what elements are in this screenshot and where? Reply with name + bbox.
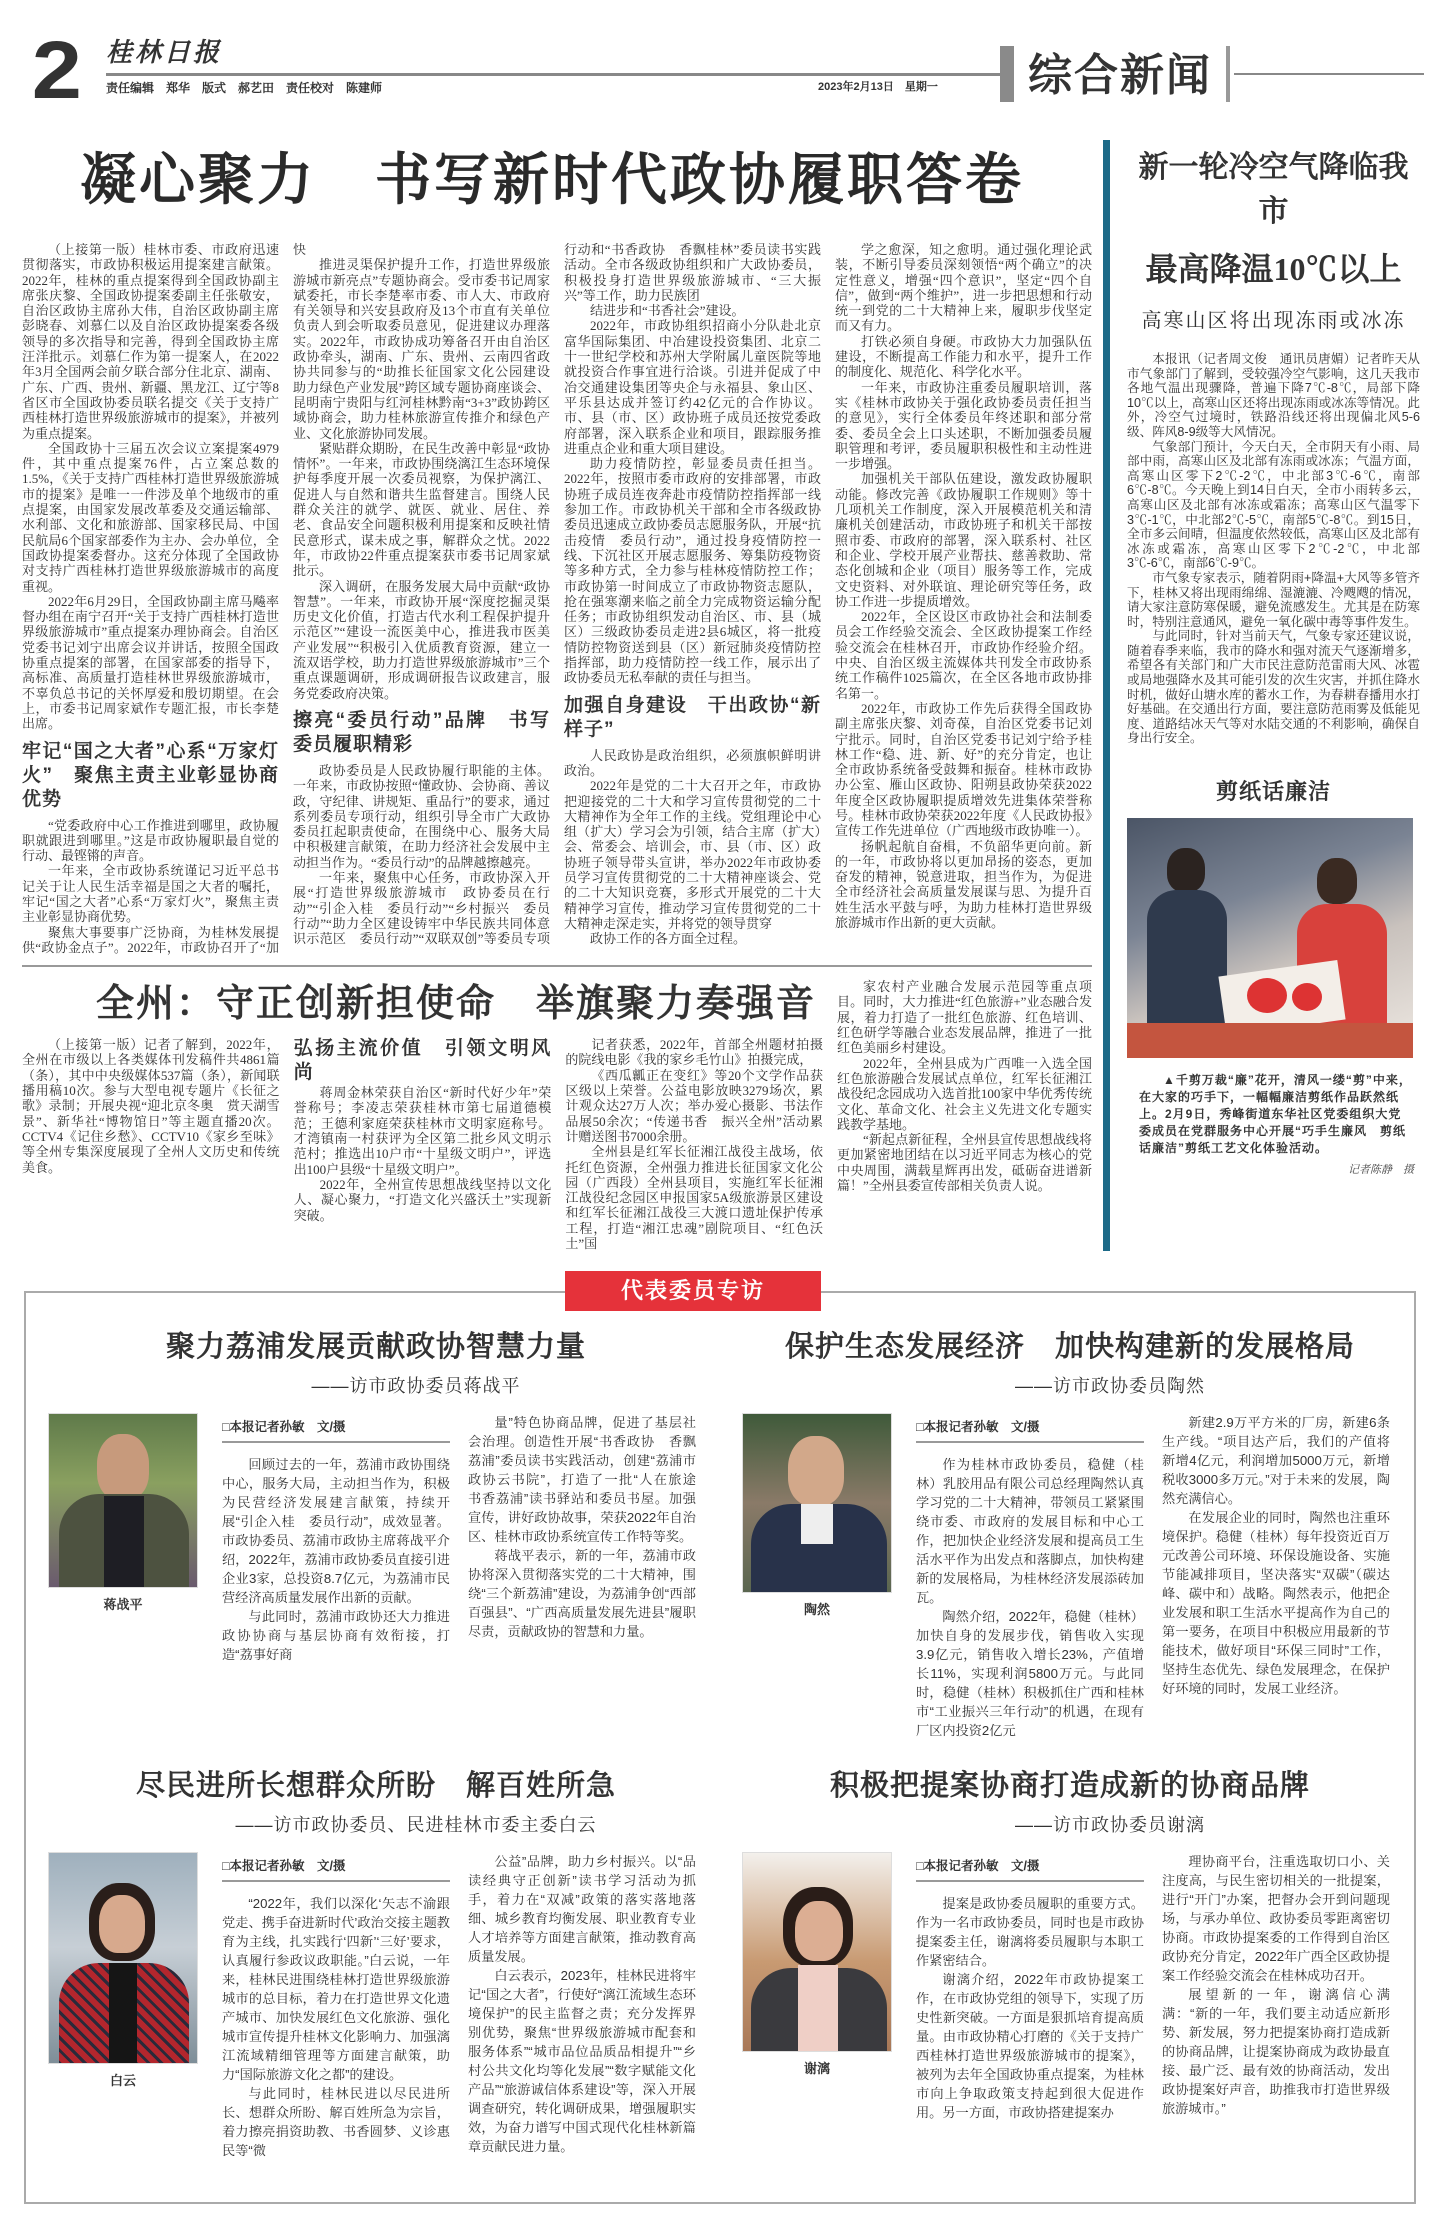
newspaper-logo: 桂林日报 bbox=[106, 38, 223, 67]
paragraph: 全国政协十三届五次会议立案提案4979件，其中重点提案76件，占立案总数的1.5%，《关于支持广西桂林打造世界级旅游城市的提案》是唯一一件涉及单个地级市的重点提案，由国家发展改革委及交通运输部、水利部、文化和旅游部、国家移民局、中国民航局6个国家部委作为主办、会办单位，全国政协提案委督办。这充分体现了全国政协对支持广西桂林打造世界级旅游城市的高度重视。 bbox=[22, 440, 279, 594]
paragraph: 2022年6月29日，全国政协副主席马飚率督办组在南宁召开“关于支持广西桂林打造世界级旅游城市”重点提案办理协商会。自治区党委书记刘宁出席会议并讲话，按照全国政协重点提案的部署，在国家部委的指导下，高标准、高质量打造桂林世界级旅游城市，不辜负总书记的关怀厚爱和殷切期望。在会上，市委书记周家斌作专题汇报，市长李楚出席。 bbox=[22, 593, 279, 732]
portrait-name: 白云 bbox=[109, 2073, 136, 2089]
paragraph: 量”特色协商品牌，促进了基层社会治理。创造性开展“书香政协 香飘荔浦”委员读书实践活动，创建“荔浦市政协云书院”，打造了一批“人在旅途 书香荔浦”读书驿站和委员书屋。加强宣传，讲好政协故事，荣获2022年自治区、桂林市政协系统宣传工作特等奖。 bbox=[468, 1415, 710, 1545]
paragraph: 《西瓜瓤正在变红》等20个文学作品获区级以上荣誉。公益电影放映3279场次，累计观众达27万人次；举办爱心摄影、书法作品展50余次；“传递书香 振兴全州”活动累计赠送图书7000余册。 bbox=[565, 1067, 823, 1144]
paragraph: 蒋周金林荣获自治区“新时代好少年”荣誉称号；李凌志荣获桂林市第七届道德模范；王德利家庭荣获桂林市文明家庭称号。才湾镇南一村获评为全区第二批乡风文明示范村；推选出10户市“十星级文明户”，评选出100户县级“十星级文明户”。 bbox=[293, 1085, 552, 1177]
paragraph: 2022年，市政协工作先后获得全国政协副主席张庆黎、刘奇葆，自治区党委书记刘宁批示。同时，自治区党委书记刘宁给予桂林工作“稳、进、新、好”的充分肯定，也让全市政协系统备受鼓舞和振奋。桂林市政协办公室、雁山区政协、阳朔县政协荣获2022年度全区政协履职提质增效先进集体荣誉称号。桂林市政协荣获2022年度《人民政协报》宣传工作先进单位（广西地级市政协唯一）。 bbox=[835, 700, 1092, 839]
interviews-section-label: 代表委员专访 bbox=[565, 1271, 821, 1311]
interview-4-headline: 积极把提案协商打造成新的协商品牌 bbox=[829, 1770, 1310, 1803]
paragraph: 蒋战平表示，新的一年，荔浦市政协将深入贯彻落实党的二十大精神，围绕“三个新荔浦”建设，为荔浦争创“西部百强县”、“广西高质量发展先进县”履职尽责，贡献政协的智慧和力量。 bbox=[468, 1548, 696, 1640]
paragraph: 本报讯（记者周文俊 通讯员唐媚）记者昨天从市气象部门了解到，受较强冷空气影响，这几天我市各地气温出现骤降，普遍下降7℃-8℃，局部下降10℃以上，高寒山区还将出现冻雨或冰冻等情况。此外，冷空气过境时，铁路沿线还将出现偏北风5-6级、阵风8-9级等大风情况。 bbox=[1127, 352, 1420, 439]
paragraph: 家农村产业融合发展示范园等重点项目。同时，大力推进“红色旅游+”业态融合发展，着力打造了一批红色旅游、红色培训、红色研学等融合业态发展品牌，推进了一批红色美丽乡村建设。 bbox=[837, 979, 1092, 1056]
paragraph: 2022年，市政协组织招商小分队赴北京富华国际集团、中冶建设投资集团、北京二十一世纪学校和苏州大学附属儿童医院等地就投资合作事宜进行洽谈。引进并促成了中冶交通建设集团等央企与永福县、象山区、平乐县达成并签订约42亿元的合作协议。市、县（市、区）政协班子成员还按党委政府部署，深入联系企业和项目，跟踪服务推进重点企业和重大项目建设。 bbox=[564, 318, 821, 456]
interview-2-column-b bbox=[1162, 1413, 1390, 1698]
paragraph: 气象部门预计，今天白天，全市阴天有小雨、局部中雨，高寒山区及北部有冻雨或冰冻；气温方面，高寒山区零下2℃-2℃，中北部3℃-6℃，南部6℃-8℃。今天晚上到14日白天，全市小雨转多云，高寒山区及北部有冰冻或霜冻；高寒山区气温零下3℃-1℃，中北部2℃-5℃，南部5℃-8℃。到15日，全市多云间晴，但温度依然较低，高寒山区及北部有冰冻或霜冻，高寒山区零下2℃-2℃，中北部3℃-6℃，南部6℃-9℃。 bbox=[1127, 439, 1420, 571]
portrait-photo-jiang-zhanping bbox=[48, 1413, 198, 1588]
paragraph: 加强机关干部队伍建设，激发政协履职动能。修改完善《政协履职工作规则》等十几项机关工作制度，深入开展模范机关和清廉机关创建活动，市政协班子和机关干部按照市委、市政府的部署，深入联系村、社区和企业、学校开展产业帮扶、慈善救助、常态化创城和企业（项目）服务等工作，完成文史资料、对外联谊、理论研究等任务，政协工作进一步提质增效。 bbox=[835, 471, 1092, 609]
paragraph: （上接第一版）记者了解到，2022年，全州在市级以上各类媒体刊发稿件共4861篇（条），其中中央级媒体537篇（条），新闻联播用稿10次。参与大型电视专题片《长征之歌》录制；开展央视“迎北京冬奥 赏天湖雪景”、新华社“博物馆日”等主题直播20次。CCTV4《记住乡愁》、CCTV10《家乡至味》等全州专集深度展现了全州人文历史和传统美食。 bbox=[22, 1037, 280, 1175]
subheadline: 擦亮“委员行动”品牌 书写委员履职精彩 bbox=[293, 709, 550, 755]
subheadline: 牢记“国之大者”心系“万家灯火” 聚焦主责主业彰显协商优势 bbox=[22, 740, 279, 810]
interview-1-column-b bbox=[468, 1413, 710, 1641]
paragraph: 打铁必须自身硬。市政协大力加强队伍建设，不断提高工作能力和水平，提升工作的制度化、规范化、科学化水平。 bbox=[835, 333, 1092, 380]
interview-1-byline: □本报记者孙敏 文/摄 bbox=[222, 1417, 450, 1443]
paragraph: 2022年，全州宣传思想战线坚持以文化人、凝心聚力，“打造文化兴盛沃土”实现新突破。 bbox=[293, 1176, 552, 1223]
main-news-column bbox=[22, 140, 1092, 1251]
paragraph: 陶然介绍，2022年，稳健（桂林）加快自身的发展步伐，销售收入实现3.9亿元，销售收入增长23%，产值增长11%，实现利润5800万元。与此同时，稳健（桂林）积极抓住广西和桂林市“工业振兴三年行动”的机遇，在现有厂区内投资2亿元 bbox=[916, 1609, 1144, 1739]
paragraph: 在发展企业的同时，陶然也注重环境保护。稳健（桂林）每年投资近百万元改善公司环境、环保设施设备、实施节能减排项目，坚决落实“双碳”（碳达峰、碳中和）战略。陶然表示，他把企业发展和职工生活水平提高作为自己的第一要务，在项目中积极应用最新的节能技术，做好项目“环保三同时”工作，坚持生态优先、绿色发展理念，在保护好环境的同时，发展工业经济。 bbox=[1162, 1510, 1390, 1697]
portrait-name: 谢漓 bbox=[803, 2061, 830, 2077]
masthead-divider bbox=[106, 73, 1001, 76]
section-line bbox=[1234, 73, 1424, 75]
portrait-name: 蒋战平 bbox=[103, 1597, 143, 1613]
weather-headline-line-2: 最高降温10℃以上 bbox=[1145, 251, 1402, 287]
section-title: 综合新闻 bbox=[1028, 51, 1212, 100]
paragraph: 记者获悉，2022年，首部全州题材拍摄的院线电影《我的家乡毛竹山》拍摄完成， bbox=[565, 1037, 823, 1068]
interview-3-column-a bbox=[222, 1894, 450, 2160]
paragraph: 政协工作的各方面全过程。 bbox=[590, 931, 747, 947]
paragraph: “党委政府中心工作推进到哪里，政协履职就跟进到哪里。”这是市政协履职最自觉的行动、最铿锵的声音。 bbox=[22, 817, 279, 864]
paragraph: 人民政协是政治组织，必须旗帜鲜明讲政治。 bbox=[564, 747, 821, 778]
paragraph: 白云表示，2023年，桂林民进将牢记“国之大者”，行使好“漓江流域生态环境保护”的民主监督之责；充分发挥界别优势，聚焦“世界级旅游城市配套和服务体系”“城市品位品质品相提升”“乡村公共文化均等化发展”“数字赋能文化产品”“旅游诚信体系建设”等，深入开展调查研究，转化调研成果，增强履职实效，为奋力谱写中国式现代化桂林新篇章贡献民进力量。 bbox=[468, 1968, 696, 2155]
interview-1-headline: 聚力荔浦发展贡献政协智慧力量 bbox=[165, 1331, 586, 1364]
issue-date: 2023年2月13日 星期一 bbox=[818, 81, 938, 93]
section-divider bbox=[22, 965, 1092, 967]
interview-3-headline: 尽民进所长想群众所盼 解百姓所急 bbox=[135, 1770, 616, 1803]
paragraph: 市气象专家表示，随着阴雨+降温+大风等多管齐下，桂林又将出现雨绵绵、湿漉漉、冷飕飕的情况，请大家注意防寒保暖，避免流感发生。尤其是在防寒时，特别注意通风，避免一氧化碳中毒等事件发生。 bbox=[1127, 570, 1420, 629]
interview-4-column-a bbox=[916, 1894, 1144, 2122]
paragraph: 一年来，全市政协系统谨记习近平总书记关于让人民生活幸福是国之大者的嘱托，牢记“国之大者”心系“万家灯火”，聚焦主责主业彰显协商优势。 bbox=[22, 863, 279, 925]
paragraph: 学之愈深，知之愈明。通过强化理论武装，不断引导委员深刻领悟“两个确立”的决定性意义，增强“四个意识”，坚定“四个自信”，做到“两个维护”，进一步把思想和行动统一到党的二十大精神上来，履职步伐坚定而又有力。 bbox=[835, 242, 1092, 334]
interview-1-column-a bbox=[222, 1455, 450, 1664]
paragraph: 作为桂林市政协委员，稳健（桂林）乳胶用品有限公司总经理陶然认真学习党的二十大精神，带领员工紧紧围绕市委、市政府的发展目标和中心工作，把加快企业经济发展和提高员工生活水平作为出发点和落脚点，加快构建新的发展格局，为桂林经济发展添砖加瓦。 bbox=[916, 1457, 1144, 1606]
quanzhou-main bbox=[22, 979, 823, 1251]
quanzhou-column-4 bbox=[837, 979, 1092, 1193]
interview-4-subheadline: ——访市政协委员谢漓 bbox=[1015, 1815, 1205, 1836]
paragraph: 推进灵渠保护提升工作，打造世界级旅游城市新亮点”专题协商会。受市委书记周家斌委托，市长李楚率市委、市人大、市政府有关领导和兴安县政府及13个市直有关单位负责人到会听取委员意见，促进建议办理落实。2022年，市政协成功筹备召开由自治区政协牵头，湖南、广东、贵州、云南四省政协共同参与的“助推长征国家文化公园建设 助力绿色产业发展”跨区域专题协商座谈会、昆明南宁贵阳与红河桂林黔南“3+3”政协跨区域协商会，助力桂林旅游宣传推介和绿色产业、文化旅游协同发展。 bbox=[293, 257, 564, 441]
interview-4-byline: □本报记者孙敏 文/摄 bbox=[916, 1856, 1144, 1882]
paragraph: 2022年，全州县成为广西唯一入选全国红色旅游融合发展试点单位，红军长征湘江战役纪念园成功入选首批100家中华优秀传统文化、革命文化、社会主义先进文化专题实践教学基地。 bbox=[837, 1055, 1092, 1132]
interview-2-column-a bbox=[916, 1455, 1144, 1740]
interview-2-subheadline: ——访市政协委员陶然 bbox=[1015, 1376, 1205, 1397]
section-bar bbox=[1226, 46, 1230, 102]
interviews-frame bbox=[24, 1278, 1416, 2204]
paragraph: 2022年，全区设区市政协社会和法制委员会工作经验交流会、全区政协提案工作经验交流会在桂林召开，市政协作经验介绍。中央、自治区级主流媒体共刊发全市政协系统工作稿件1025篇次，在全区各地市政协排名第一。 bbox=[835, 609, 1092, 701]
lead-headline: 凝心聚力 书写新时代政协履职答卷 bbox=[80, 150, 1024, 212]
quanzhou-body bbox=[22, 1037, 823, 1251]
paragraph: 全州县是红军长征湘江战役主战场，依托红色资源，全州强力推进长征国家文化公园（广西段）全州县项目，实施红军长征湘江战役纪念园区申报国家5A级旅游景区建设和红军长征湘江战役三大渡口遗址保护传承工程，打造“湘江忠魂”剧院项目、“红色沃土”国 bbox=[565, 1144, 823, 1252]
interview-3-column-b bbox=[468, 1852, 696, 2156]
interview-4-column-b bbox=[1162, 1852, 1390, 2118]
interview-2-byline: □本报记者孙敏 文/摄 bbox=[916, 1417, 1144, 1443]
paragraph: 结进步和“书香社会”建设。 bbox=[590, 303, 745, 319]
photo-credit: 记者陈静 摄 bbox=[1348, 1164, 1414, 1177]
interview-4 bbox=[720, 1766, 1414, 2186]
paragraph: 聚焦大事要事广泛协商，为桂林发展提供“政协金点子”。2022年，市政协召开了“加快 bbox=[22, 242, 307, 955]
papercut-activity-photo bbox=[1127, 818, 1413, 1058]
paragraph: “新起点新征程，全州县宣传思想战线将更加紧密地团结在以习近平同志为核心的党中央周围，满载星辉再出发，砥砺奋进谱新篇！”全州县委宣传部相关负责人说。 bbox=[837, 1132, 1092, 1194]
paragraph: 回顾过去的一年，荔浦市政协围绕中心，服务大局，主动担当作为，积极为民营经济发展建言献策，持续开展“引企入桂 委员行动”，成效显著。市政协委员、荔浦市政协主席蒋战平介绍，2022年，荔浦市政协委员直接引进企业3家，总投资8.7亿元，为荔浦市民营经济高质量发展作出新的贡献。 bbox=[222, 1457, 450, 1606]
lead-column-3 bbox=[564, 303, 821, 931]
portrait-photo-bai-yun bbox=[48, 1852, 198, 2064]
section-marker bbox=[1000, 46, 1014, 102]
quanzhou-story bbox=[22, 979, 1092, 1251]
interview-2 bbox=[720, 1327, 1414, 1766]
weather-subheadline: 高寒山区将出现冻雨或冰冻 bbox=[1141, 310, 1406, 332]
paragraph: 谢漓介绍，2022年市政协提案工作，在市政协党组的领导下，实现了历史性新突破。一方面是狠抓培育提高质量。由市政协精心打磨的《关于支持广西桂林打造世界级旅游城市的提案》，被列为去年全国政协重点提案，为桂林市向上争取政策支持起到很大促进作用。另一方面，市政协搭建提案办 bbox=[916, 1972, 1144, 2121]
paragraph: 与此同时，桂林民进以尽民进所长、想群众所盼、解百姓所急为宗旨，着力擦亮捐资助教、书香圆梦、义诊惠民等“微 bbox=[222, 2086, 450, 2159]
interview-1 bbox=[26, 1327, 720, 1766]
photo-caption: ▲千剪万裁“廉”花开，清风一缕“剪”中来，在大家的巧手下，一幅幅廉洁剪纸作品跃然纸上。2月9日，秀峰街道东华社区党委组织大党委成员在党群服务中心开展“巧手生廉风 剪纸话廉洁”剪纸工艺文化体验活动。 bbox=[1139, 1073, 1412, 1156]
paragraph: 扬帆起航自奋楫，不负韶华更向前。新的一年，市政协将以更加昂扬的姿态，更加奋发的精神，锐意进取，担当作为，为促进全市经济社会高质量发展谋与思、为提升百姓生活水平鼓与呼，为助力桂林打造世界级旅游城市作出新的更大贡献。 bbox=[835, 838, 1092, 931]
paragraph: 提案是政协委员履职的重要方式。作为一名市政协委员，同时也是市政协提案委主任，谢漓将委员履职与本职工作紧密结合。 bbox=[916, 1896, 1144, 1969]
weather-headline-line-1: 新一轮冷空气降临我市 bbox=[1138, 151, 1409, 228]
subheadline: 弘扬主流价值 引领文明风尚 bbox=[293, 1038, 552, 1084]
subheadline: 加强自身建设 干出政协“新样子” bbox=[564, 694, 821, 740]
editor-credits: 责任编辑 郑华 版式 郝艺田 责任校对 陈建师 bbox=[106, 81, 383, 95]
paragraph: 紧贴群众期盼，在民生改善中彰显“政协情怀”。一年来，市政协围绕漓江生态环境保护每季度开展一次委员视察，为保护漓江、促进人与自然和谐共生监督建言。围绕人民群众关注的就学、就医、就业、居住、养老、食品安全问题积极利用提案和反映社情民意形式，谋未成之事，解群众之忧。2022年，市政协22件重点提案获市委书记周家斌批示。 bbox=[293, 440, 550, 579]
interview-1-subheadline: ——访市政协委员蒋战平 bbox=[311, 1376, 521, 1397]
paragraph: 理协商平台，注重选取切口小、关注度高，与民生密切相关的一批提案，进行“开门”办案，把督办会开到问题现场，与承办单位、政协委员零距离密切协商。市政协提案委的工作得到自治区政协充分肯定，2022年广西全区政协提案工作经验交流会在桂林成功召开。 bbox=[1162, 1854, 1390, 1984]
paragraph: 公益”品牌，助力乡村振兴。以“品读经典守正创新”读书学习活动为抓手，着力在“双减”政策的落实落地落细、城乡教育均衡发展、职业教育专业人才培养等方面建言献策，推动教育高质量发展。 bbox=[468, 1854, 696, 1965]
paragraph: 助力疫情防控，彰显委员责任担当。2022年，按照市委市政府的安排部署，市政协班子成员连夜奔赴市疫情防控指挥部一线参加工作。市政协机关干部和全市各级政协委员迅速成立政协委员志愿服务队，开展“抗击疫情 委员行动”，通过投身疫情防控一线、下沉社区开展志愿服务、筹集防疫物资等多种方式，全力参与桂林疫情防控工作；市政协第一时间成立了市政协物资志愿队，抢在强寒潮来临之前全力完成物资运输分配任务；市政协组织发动自治区、市、县（城区）三级政协委员走进2县6城区，将一批疫情防控物资送到县（区）新冠肺炎疫情防控指挥部，助力疫情防控一线工作，展示出了政协委员无私奉献的责任与担当。 bbox=[564, 456, 821, 686]
paragraph: 展望新的一年，谢漓信心满满：“新的一年，我们要主动适应新形势、新发展，努力把提案协商打造成新的协商品牌，让提案协商成为政协最直接、最广泛、最有效的协商活动，发出政协提案好声音，助推我市打造世界级旅游城市。” bbox=[1162, 1987, 1390, 2117]
lead-story-body bbox=[22, 242, 1092, 955]
paragraph: 新建2.9万平方米的厂房，新建6条生产线。“项目达产后，我们的产值将新增4亿元，利润增加5000万元，新增税收3000多万元。”对于未来的发展，陶然充满信心。 bbox=[1162, 1415, 1390, 1507]
interview-2-headline: 保护生态发展经济 加快构建新的发展格局 bbox=[784, 1331, 1355, 1364]
paragraph: 深入调研，在服务发展大局中贡献“政协智慧”。一年来，市政协开展“深度挖掘灵渠历史文化价值，打造古代水利工程保护提升示范区”“建设一流医美中心，推进我市医美产业发展”“积极引入优质教育资源，建立一流双语学校，助力打造世界级旅游城市”三个重点课题调研，形成调研报告议政建言，服务党委政府决策。 bbox=[293, 578, 550, 701]
quanzhou-headline: 全州：守正创新担使命 举旗聚力奏强音 bbox=[96, 983, 817, 1026]
interview-3-byline: □本报记者孙敏 文/摄 bbox=[222, 1856, 450, 1882]
portrait-photo-xie-li bbox=[742, 1852, 892, 2052]
paragraph: （上接第一版）桂林市委、市政府迅速贯彻落实，市政协积极运用提案建言献策。2022年，桂林的重点提案得到全国政协副主席张庆黎、全国政协提案委副主任张敬安，自治区政协主席孙大伟，自治区政协副主席彭晓春、刘慕仁以及自治区政协提案委各级领导的多次指导和完善，得到全国政协主席汪洋批示。刘慕仁作为第一提案人，在2022年3月全国两会前夕联合部分住北京、湖南、广东、广西、贵州、新疆、黑龙江、辽宁等8省区市全国政协委员联名提交《关于支持广西桂林打造世界级旅游城市的提案》，并被列为重点提案。 bbox=[22, 242, 279, 441]
interview-3-subheadline: ——访市政协委员、民进桂林市委主委白云 bbox=[235, 1815, 597, 1836]
portrait-photo-tao-ran bbox=[742, 1413, 892, 1593]
paragraph: “2022年，我们以深化‘矢志不渝跟党走、携手奋进新时代’政治交接主题教育为主线，扎实践行‘四新’‘三好’要求，认真履行参政议政职能。”白云说，一年来，桂林民进围绕桂林打造世界级旅游城市的总目标，着力在打造世界文化遗产城市、加快发展红色文化旅游、强化城市宣传提升桂林文化影响力、加强漓江流域精细管理等方面建言献策，助力“国际旅游文化之都”的建设。 bbox=[222, 1896, 450, 2083]
paragraph: 政协委员是人民政协履行职能的主体。一年来，市政协按照“懂政协、会协商、善议政，守纪律、讲规矩、重品行”的要求，通过系列委员专项行动，组织引导全市广大政协委员扛起职责使命，在围绕中心、服务大局中积极建言献策，在助力经济社会发展中主动担当作为。“委员行动”的品牌越擦越亮。 bbox=[293, 762, 550, 870]
paragraph: 一年来，市政协注重委员履职培训，落实《桂林市政协关于强化政协委员责任担当的意见》，实行全体委员年终述职和部分常委、委员全会上口头述职，不断加强委员履职管理和考评，委员履职积极性和主动性进一步增强。 bbox=[835, 379, 1092, 472]
top-news-area bbox=[22, 140, 1418, 1251]
paragraph: 与此同时，针对当前天气，气象专家还建议说，随着春季来临，我市的降水和强对流天气逐渐增多，希望各有关部门和广大市民注意防范雷雨大风、冰雹或局地强降水及其可能引发的次生灾害，并抓住降水时机，做好山塘水库的蓄水工作，为春耕春播用水打好基础。在交通出行方面，要注意防范雨雾及低能见度、道路结冰天气等对水陆交通的不利影响，确保自身出行安全。 bbox=[1127, 629, 1420, 746]
interview-3 bbox=[26, 1766, 720, 2186]
weather-body bbox=[1127, 352, 1420, 746]
sidebar bbox=[1103, 140, 1424, 1251]
portrait-name: 陶然 bbox=[803, 1602, 830, 1618]
quanzhou-column-3 bbox=[565, 1068, 823, 1252]
page-number: 2 bbox=[31, 25, 82, 116]
paragraph: 2022年是党的二十大召开之年，市政协把迎接党的二十大和学习宣传贯彻党的二十大精神作为全年工作的主线。党组理论中心组（扩大）学习会为引领，结合主席（扩大）会、常委会、培训会，市、县（市、区）政协班子领导带头宣讲，举办2022年市政协委员学习宣传贯彻党的二十大精神座谈会、党的二十大知识竞赛，多形式开展党的二十大精神学习宣传，推动学习宣传贯彻党的二十大精神走深走实，并将党的领导贯穿 bbox=[564, 778, 821, 931]
paragraph: 与此同时，荔浦市政协还大力推进政协协商与基层协商有效衔接，打造“荔事好商 bbox=[222, 1609, 450, 1663]
paragraph: 一年来，聚焦中心任务，市政协深入开展“打造世界级旅游城市 政协委员在行动”“引企入桂 委员行动”“乡村振兴 委员行动”“助力全区建设铸牢中华民族共同体意识示范区 委员行动”“双联双创”等委员专项行动和“书香政协 香飘桂林”委员读书实践活动。全市各级政协组织和广大政协委员，积极投身打造世界级旅游城市、“三大振兴”等工作，助力民族团 bbox=[293, 242, 821, 947]
photo-story-headline: 剪纸话廉洁 bbox=[1215, 779, 1331, 805]
